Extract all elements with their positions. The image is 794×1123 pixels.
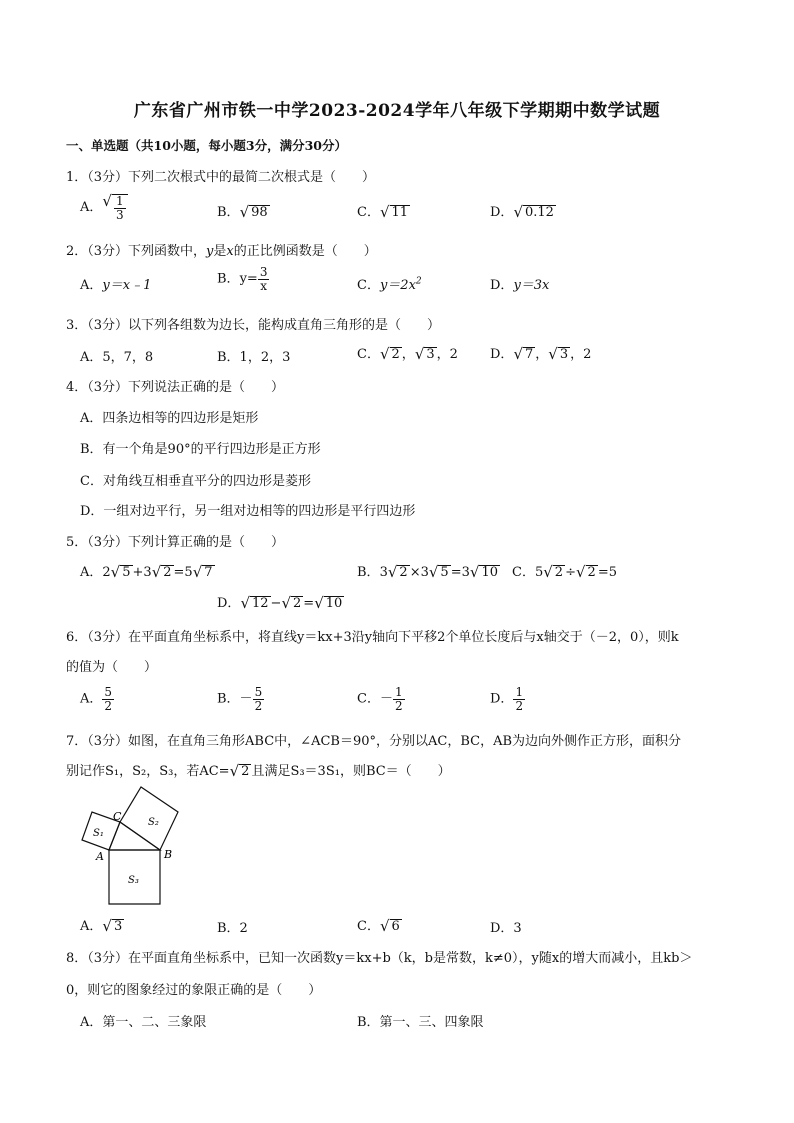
question-7-line-1: 7．（3分）如图，在直角三角形ABC中，∠ACB＝90°，分别以AC，BC，AB为边向外侧作正方形，面积分	[66, 734, 682, 749]
q4-option-d: D．一组对边平行，另一组对边相等的四边形是平行四边形	[80, 504, 416, 519]
q8-option-b: B．第一、三、四象限	[357, 1015, 484, 1030]
question-6-line-2: 的值为（ ）	[66, 660, 158, 675]
q3-option-d: D． √ 7 ， √ 3 ，2	[490, 344, 592, 363]
label-s1: S₁	[93, 828, 104, 839]
q1-option-c: C． √ 11	[357, 202, 409, 221]
q4-option-c: C．对角线互相垂直平分的四边形是菱形	[80, 474, 311, 489]
q2-option-a: A．y＝x﹣1	[80, 278, 152, 293]
q7-option-a: A． √ 3	[80, 916, 123, 935]
q4-option-b: B．有一个角是90°的平行四边形是正方形	[80, 442, 321, 457]
question-6-line-1: 6．（3分）在平面直角坐标系中，将直线y＝kx+3沿y轴向下平移2个单位长度后与x轴交于（－2，0），则k	[66, 630, 679, 645]
question-4-stem: 4．（3分）下列说法正确的是（ ）	[66, 380, 285, 395]
q7-option-b: B．2	[217, 921, 248, 936]
label-a: A	[96, 850, 104, 863]
q6-option-b: B．－ $\frac{5}{2}$	[217, 685, 263, 713]
q8-option-a: A．第一、二、三象限	[80, 1015, 207, 1030]
q5-option-a: A．2 √ 5 +3 √ 2 =5 √ 7	[80, 562, 213, 581]
question-7-line-2: 别记作S₁，S₂，S₃，若AC= √ 2 且满足S₃＝3S₁，则BC＝（ ）	[66, 761, 451, 780]
label-s2: S₂	[148, 817, 159, 828]
question-2-stem: 2．（3分）下列函数中，y是x的正比例函数是（ ）	[66, 244, 377, 259]
question-1-stem: 1．（3分）下列二次根式中的最简二次根式是（ ）	[66, 170, 376, 185]
squares-figure	[78, 782, 198, 910]
q5-option-c: C．5 √ 2 ÷ √ 2 =5	[512, 562, 617, 581]
q1-option-b: B． √ 98	[217, 202, 268, 221]
q7-option-d: D．3	[490, 921, 522, 936]
label-c: C	[113, 810, 122, 823]
q5-option-d: D． √ 12 − √ 2 = √ 10	[217, 593, 343, 612]
q1-option-d: D． √ 0.12	[490, 202, 554, 221]
question-8-line-1: 8．（3分）在平面直角坐标系中，已知一次函数y＝kx+b（k，b是常数，k≠0），y随x的增大而减小，且kb＞	[66, 951, 693, 966]
page-title: 广东省广州市铁一中学2023-2024学年八年级下学期期中数学试题	[133, 101, 661, 121]
q2-option-d: D．y＝3x	[490, 278, 550, 293]
q6-option-a: A． $\frac{5}{2}$	[80, 685, 113, 713]
q3-option-c: C． √ 2 ， √ 3 ，2	[357, 344, 458, 363]
question-3-stem: 3．（3分）以下列各组数为边长，能构成直角三角形的是（ ）	[66, 318, 441, 333]
q6-option-c: C．－ $\frac{1}{2}$	[357, 685, 403, 713]
label-s3: S₃	[128, 875, 139, 886]
q2-option-c: C．$y=2x^2$	[357, 276, 422, 293]
q5-option-b: B．3 √ 2 ×3 √ 5 =3 √ 10	[357, 562, 498, 581]
q4-option-a: A．四条边相等的四边形是矩形	[80, 411, 259, 426]
question-5-stem: 5．（3分）下列计算正确的是（ ）	[66, 535, 285, 550]
q6-option-d: D． $\frac{1}{2}$	[490, 685, 524, 713]
question-8-line-2: 0，则它的图象经过的象限正确的是（ ）	[66, 983, 322, 998]
q1-option-a: A． √ $\frac{1}{3}$	[80, 194, 128, 221]
q3-option-a: A．5，7，8	[80, 350, 154, 365]
q2-option-b: B．y= $\frac{3}{x}$	[217, 265, 268, 293]
section-title: 一、单选题（共10小题，每小题3分，满分30分）	[66, 138, 347, 153]
q3-option-b: B．1，2，3	[217, 350, 291, 365]
label-b: B	[164, 848, 173, 861]
q7-option-c: C． √ 6	[357, 916, 400, 935]
